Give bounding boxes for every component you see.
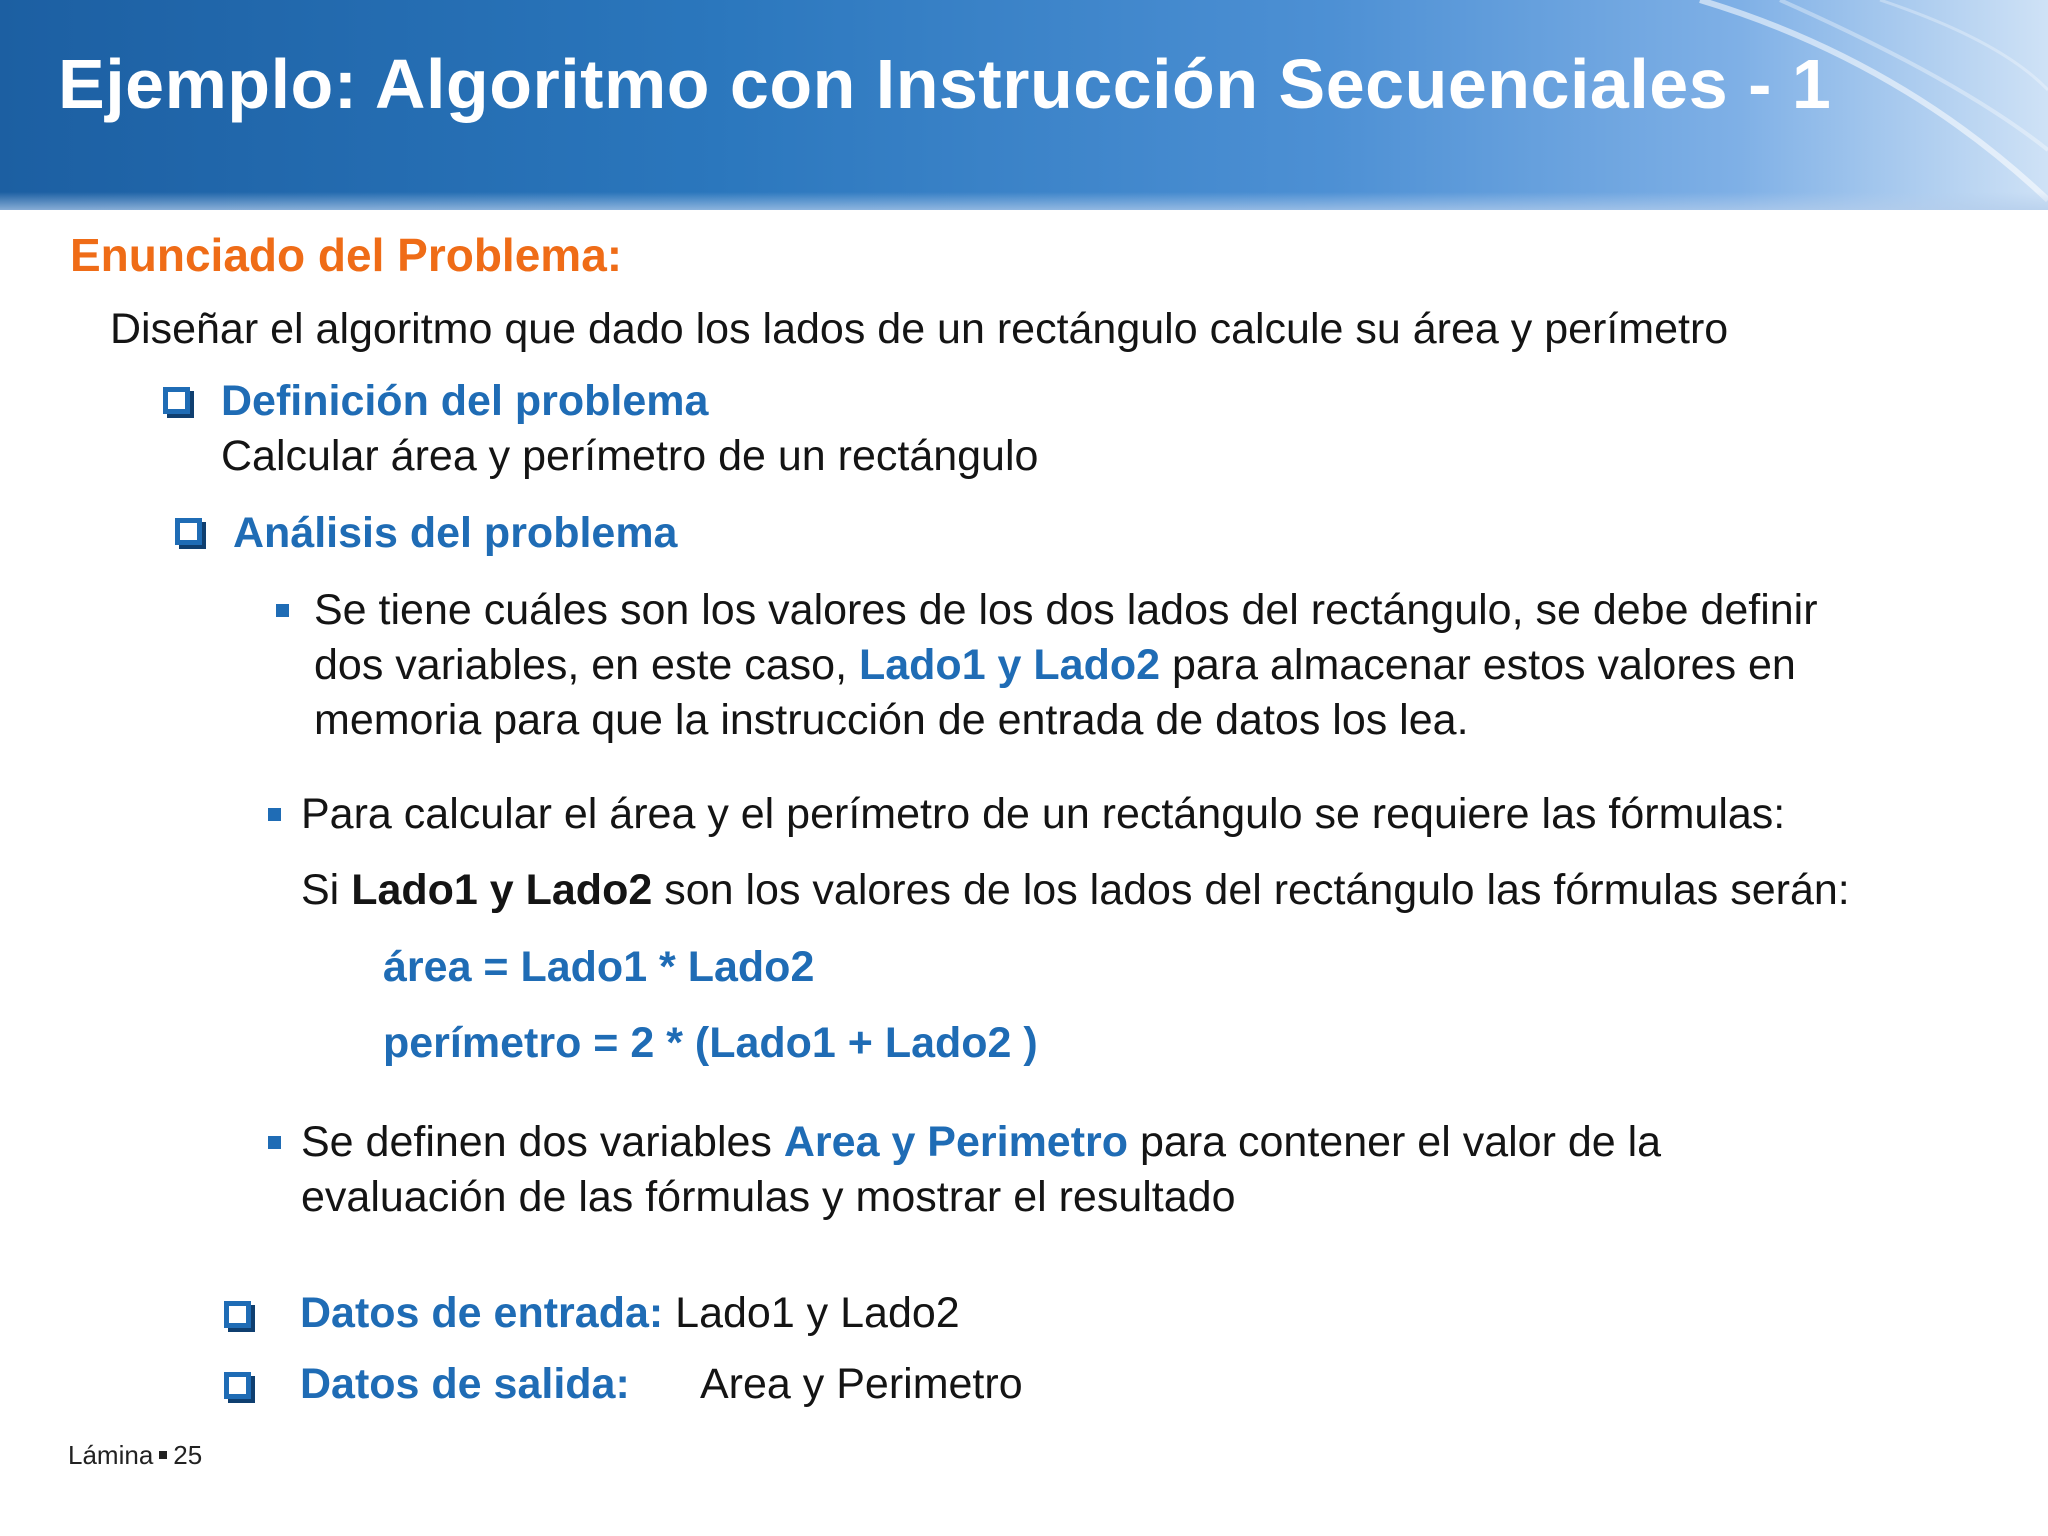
slide-number: 25 (173, 1440, 203, 1470)
square-bullet-icon (276, 604, 289, 617)
datos-salida-label: Datos de salida: (300, 1360, 630, 1408)
output-variables-highlight: Area y Perimetro (783, 1118, 1129, 1166)
title-banner (0, 0, 2048, 210)
formula-area: área = Lado1 * Lado2 (383, 943, 815, 991)
problem-statement: Diseñar el algoritmo que dado los lados de un rectángulo calcule su área y perímetro (110, 305, 1729, 353)
checkbox-bullet-icon (224, 1301, 251, 1328)
formula-perimetro: perímetro = 2 * (Lado1 + Lado2 ) (383, 1019, 1038, 1067)
analisis-bullet1-line2: dos variables, en este caso, Lado1 y Lado2 para almacenar estos valores en (314, 641, 1796, 689)
datos-salida-value: Area y Perimetro (700, 1360, 1023, 1408)
definicion-label: Definición del problema (221, 377, 709, 425)
slide-footer (68, 1440, 202, 1471)
analisis-bullet2-line1: Para calcular el área y el perímetro de un rectángulo se requiere las fórmulas: (301, 790, 1786, 838)
variables-highlight: Lado1 y Lado2 (858, 641, 1161, 689)
checkbox-bullet-icon (175, 518, 202, 545)
square-bullet-icon (268, 808, 281, 821)
analisis-label: Análisis del problema (233, 509, 678, 557)
slide-title: Ejemplo: Algoritmo con Instrucción Secuenciales - 1 (58, 45, 1832, 123)
checkbox-bullet-icon (224, 1372, 251, 1399)
formulas-intro: Si Lado1 y Lado2 son los valores de los lados del rectángulo las fórmulas serán: (301, 866, 1850, 914)
footer-label: Lámina (68, 1440, 154, 1470)
problem-heading: Enunciado del Problema: (70, 229, 623, 281)
definicion-text: Calcular área y perímetro de un rectángulo (221, 432, 1039, 480)
checkbox-bullet-icon (163, 387, 190, 414)
analisis-bullet3-line2: evaluación de las fórmulas y mostrar el resultado (301, 1173, 1236, 1221)
square-bullet-icon (268, 1136, 281, 1149)
analisis-bullet1-line1: Se tiene cuáles son los valores de los dos lados del rectángulo, se debe definir (314, 586, 1818, 634)
datos-entrada: Datos de entrada: Lado1 y Lado2 (300, 1289, 960, 1337)
analisis-bullet1-line3: memoria para que la instrucción de entrada de datos los lea. (314, 696, 1469, 744)
analisis-bullet3-line1: Se definen dos variables Area y Perimetro para contener el valor de la (301, 1118, 1662, 1166)
